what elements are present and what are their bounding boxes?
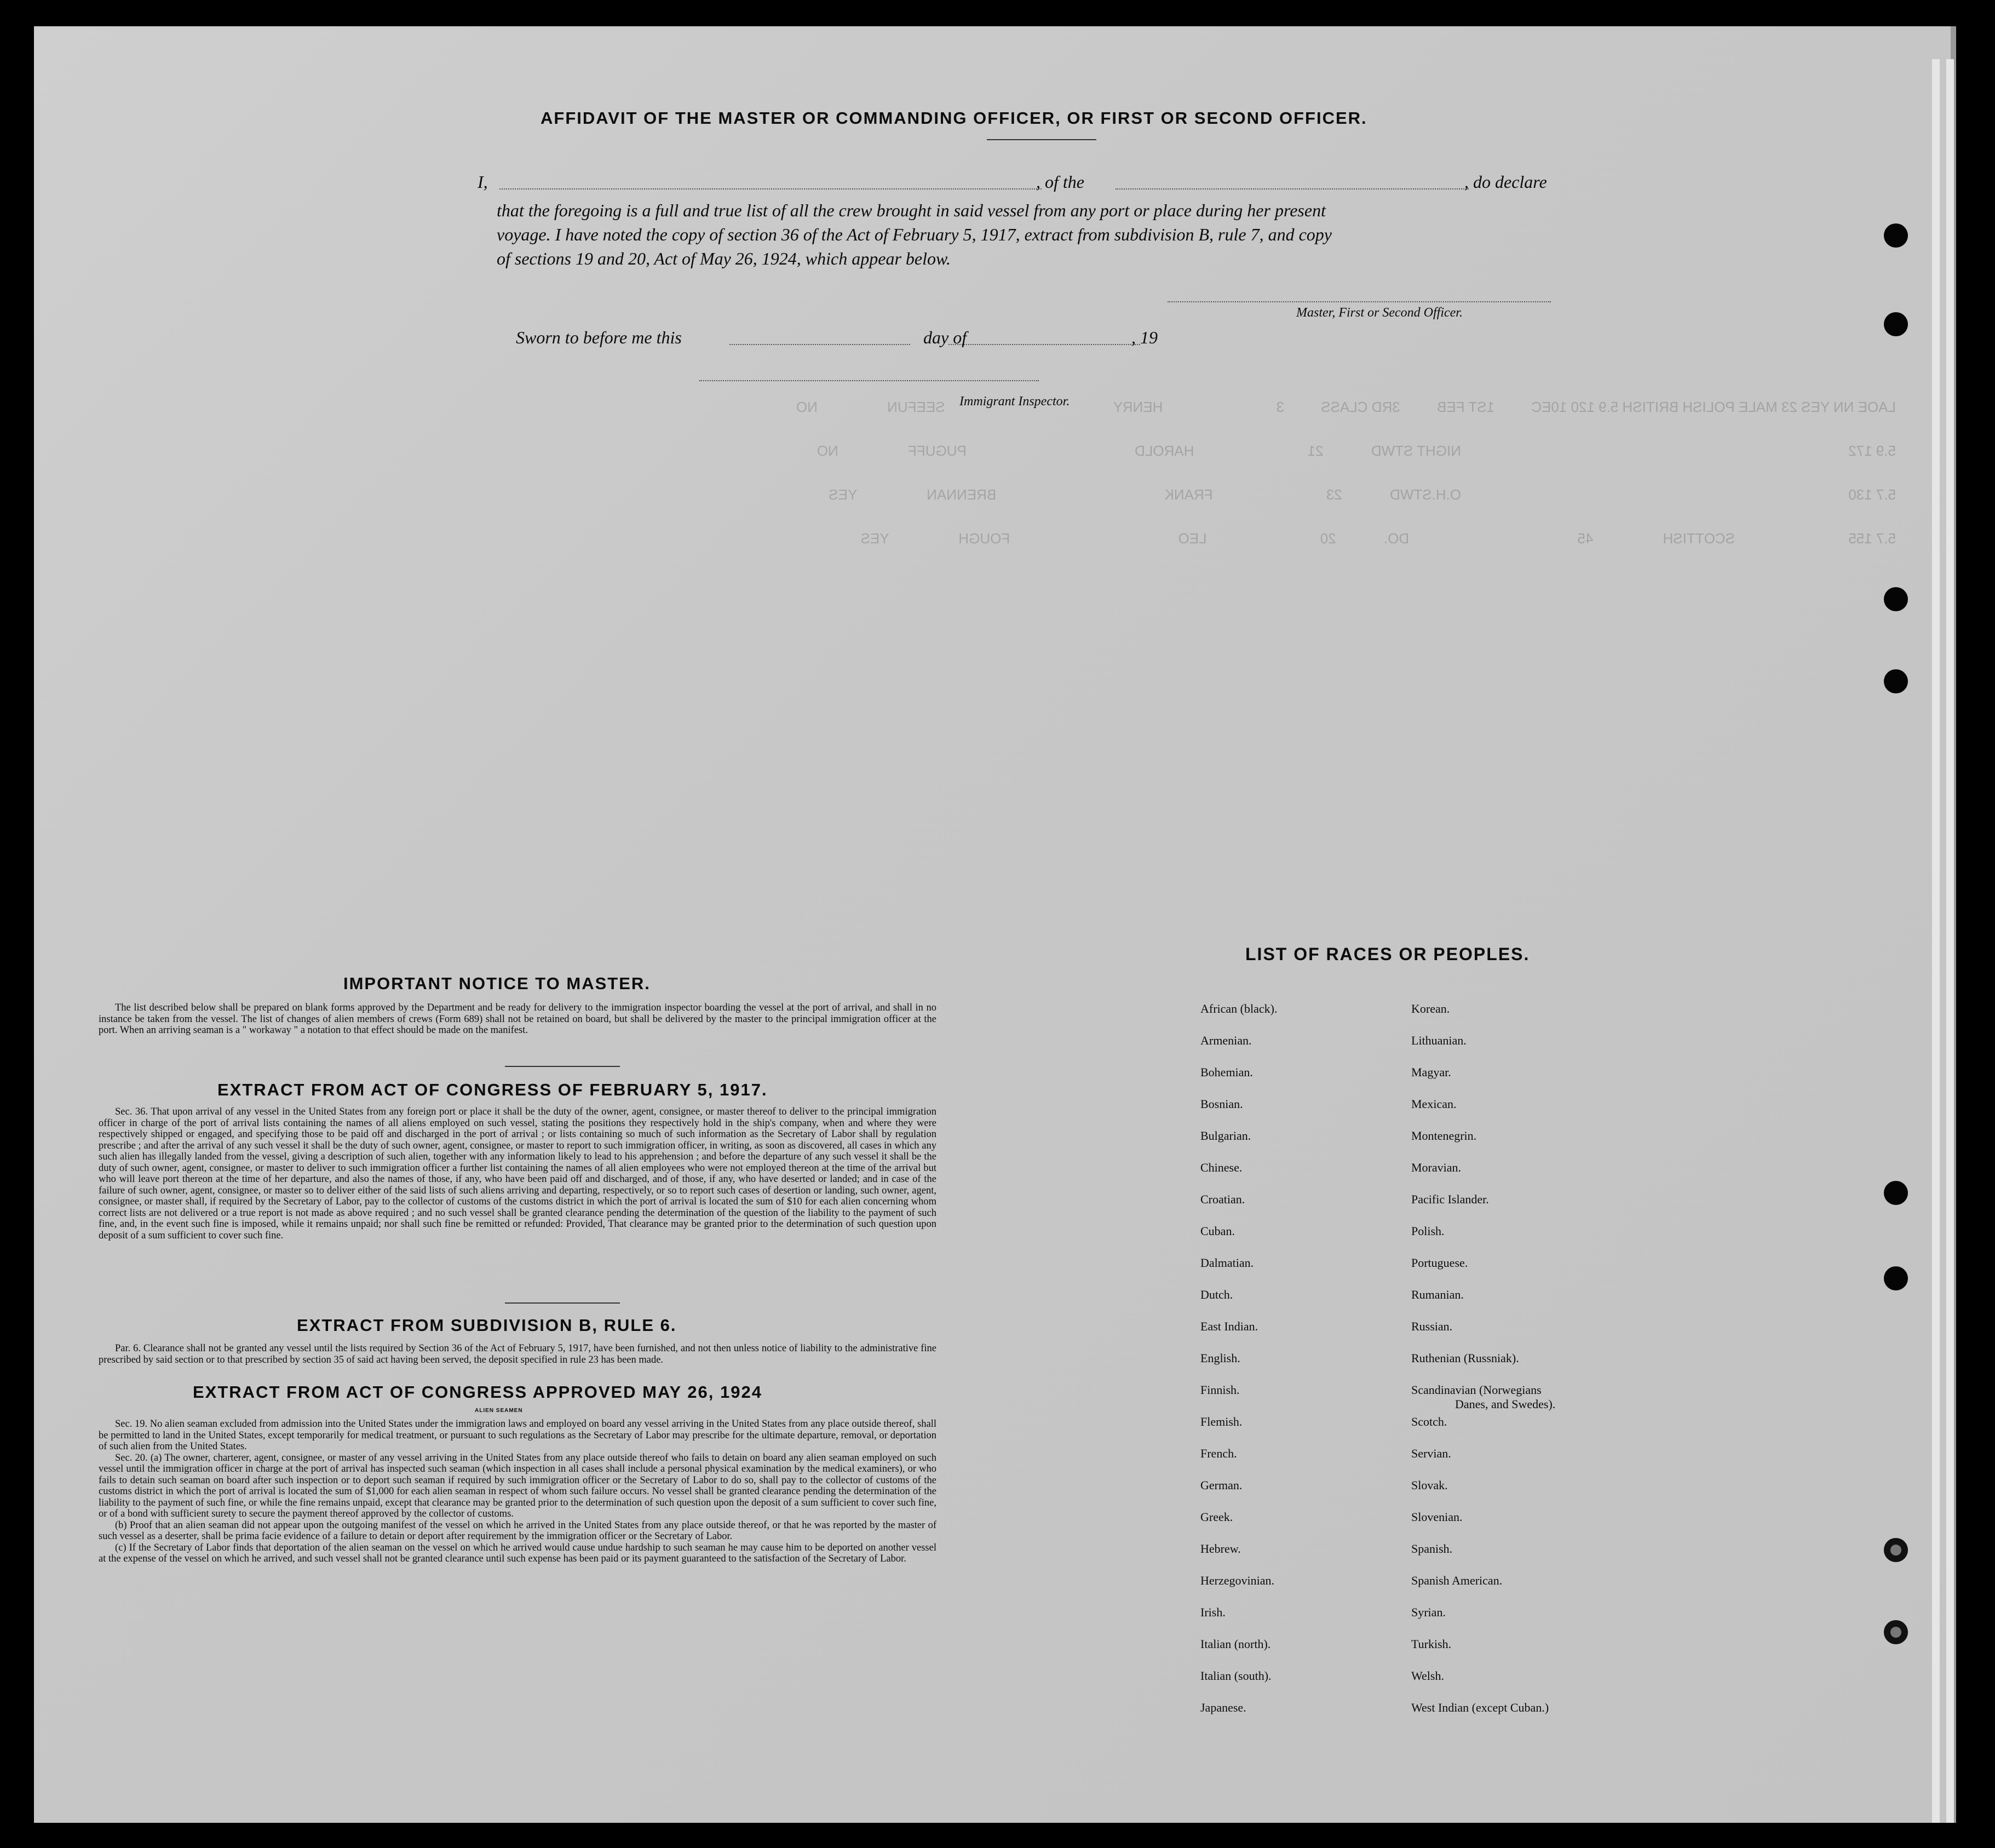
race-item: Scotch. [1411,1415,1447,1428]
sec-20b: (b) Proof that an alien seaman did not appear upon the outgoing manifest of the vessel on which he arrived in the United States from any place outside thereof, or that he was reported by the master of such vessel as a deserter, shall be prima facie evidence of a failure to detain or deport after requirement by the immigration officer or the Secretary of Labor. [99,1519,936,1542]
extract-1917-text: Sec. 36. That upon arrival of any vessel in the United States from any foreign port or place it shall be the duty of the owner, agent, consignee, or master thereof to deliver to the principal immigration officer in charge of the port of arrival lists containing the names of all aliens employed on such vessel, stating the positions they respectively hold in the ship's company, when and where they were respectively shipped or engaged, and specifying those to be paid off and discharged in the port of arrival ; or lists containing so much of such information as the Secretary of Labor shall by regulation prescribe ; and after the arrival of any such vessel it shall be the duty of such owner, agent, consignee, or master to report to such immigration officer, in writing, as soon as discovered, all cases in which any such alien has illegally landed from the vessel, giving a description of such alien, together with any information likely to lead to his apprehension ; and before the departure of any such vessel it shall be the duty of such owner, agent, consignee, or master to deliver to such immigration officer a further list containing the names of all alien employees who were not employed thereon at the time of the arrival but who will leave port thereon at the time of her departure, and also the names of those, if any, who have been paid off and discharged, and of those, if any, who have deserted or landed; and in case of the failure of such owner, agent, consignee, or master so to deliver either of the said lists of such aliens arriving and departing, respectively, or so to report such cases of desertion or landing, such owner, agent, consignee, or master shall, if required by the Secretary of Labor, pay to the collector of customs of the customs district in which the port of arrival is located the sum of $10 for each alien concerning whom correct lists are not delivered or a true report is not made as above required ; and no such vessel shall be granted clearance pending the determination of the question of the liability to the payment of such fine, and, in the event such fine is imposed, while it remains unpaid; nor shall such fine be remitted or refunded: Provided, That clearance may be granted prior to the determination of such question upon deposit of a sum sufficient to cover such fine. [99,1106,936,1241]
extract-1924-text [99,1419,936,1565]
race-item: English. [1200,1351,1240,1365]
affidavit-i: I, [478,172,488,192]
sec-20a: Sec. 20. (a) The owner, charterer, agent, consignee, or master of any vessel arriving in the United States from any place outside thereof who fails to detain on board any alien seaman employed on such vessel until the immigration officer in charge at the port of arrival has inspected such seaman (which inspection in all cases shall include a personal physical examination by the medical examiners), or who fails to detain such seaman on board after such inspection or to deport such seaman if required by such immigration officer or the Secretary of Labor to do so, shall pay to the collector of customs of the customs district in which the port of arrival is located the sum of $1,000 for each alien seaman in respect of whom such failure occurs. No vessel shall be granted clearance pending the determination of the liability to the payment of such fine, or while the fine remains unpaid, except that clearance may be granted prior to the determination of such question upon the deposit of a sum sufficient to cover such fine, or of a bond with sufficient surety to secure the payment thereof approved by the collector of customs. [99,1452,936,1519]
master-signature-label: Master, First or Second Officer. [1296,306,1463,320]
race-item: West Indian (except Cuban.) [1411,1701,1549,1714]
race-item: East Indian. [1200,1319,1258,1333]
race-item: Armenian. [1200,1034,1252,1047]
name-blank [499,188,1042,190]
page-edge [1946,59,1954,1823]
race-item: Spanish. [1411,1542,1453,1556]
punch-hole [1884,223,1908,248]
race-item: Syrian. [1411,1605,1446,1619]
bleed-through-row: 5.7 130 O.H.STWD 23 FRANK BRENNAN YES [829,486,1896,503]
affidavit-body-3: of sections 19 and 20, Act of May 26, 1924, which appear below. [497,249,951,268]
race-item: Magyar. [1411,1065,1451,1079]
affidavit-declare: , do declare [1464,172,1547,192]
vessel-blank [1116,188,1469,190]
extract-1924-title: EXTRACT FROM ACT OF CONGRESS APPROVED MAY 26, 1924 [193,1382,762,1402]
extract-rule6-text: Par. 6. Clearance shall not be granted any vessel until the lists required by Section 36 of the Act of February 5, 1917, have been furnished, and not then unless notice of liability to the administrative fine prescribed by said section or to that prescribed by section 35 of said act having been served, the deposit specified in rule 23 has been made. [99,1343,936,1365]
page-edge [1932,59,1940,1823]
section-rule [505,1066,620,1067]
affidavit-body-1: that the foregoing is a full and true list of all the crew brought in said vessel from any port or place during her present [497,200,1326,220]
race-item: Hebrew. [1200,1542,1241,1556]
bleed-through-row: 5.9 172 NIGHT STWD 21 HAROLD PUGUFF NO [817,443,1896,459]
race-item: Croatian. [1200,1192,1245,1206]
race-item: Scandinavian (Norwegians [1411,1383,1542,1397]
race-item: Bulgarian. [1200,1129,1251,1143]
inspector-label: Immigrant Inspector. [959,394,1070,409]
race-item: Bosnian. [1200,1097,1243,1111]
race-item: Dutch. [1200,1288,1233,1301]
affidavit-of-the: , of the [1036,172,1084,192]
race-item: Herzegovinian. [1200,1574,1274,1587]
race-item: Russian. [1411,1319,1453,1333]
race-item: Lithuanian. [1411,1034,1467,1047]
race-item: German. [1200,1478,1243,1492]
race-item: French. [1200,1447,1237,1460]
punch-hole [1884,312,1908,336]
race-item: Servian. [1411,1447,1451,1460]
race-item: Turkish. [1411,1637,1452,1651]
title-rule [987,139,1096,140]
punch-hole [1884,587,1908,611]
section-rule [505,1302,620,1304]
sec-20c: (c) If the Secretary of Labor finds that deportation of the alien seaman on the vessel on which he arrived would cause undue hardship to such seaman he may cause him to be deported on another vessel at the expense of the vessel on which he arrived, and such vessel shall not be granted clearance until such expense has been paid or its payment guaranteed to the satisfaction of the Secretary of Labor. [99,1542,936,1564]
race-item: Pacific Islander. [1411,1192,1489,1206]
race-item: Japanese. [1200,1701,1246,1714]
race-item: Flemish. [1200,1415,1243,1428]
race-item: Bohemian. [1200,1065,1253,1079]
day-of-label: day of [923,328,967,347]
sworn-label: Sworn to before me this [516,328,682,347]
race-item: Portuguese. [1411,1256,1468,1270]
extract-1917-title: EXTRACT FROM ACT OF CONGRESS OF FEBRUARY 5, 1917. [217,1080,768,1099]
race-item-continued: Danes, and Swedes). [1455,1397,1556,1411]
notice-text: The list described below shall be prepared on blank forms approved by the Department and be ready for delivery to the immigration inspector boarding the vessel at the port of arrival, and shall in no instance be taken from the vessel. The list of changes of alien members of crews (Form 689) shall not be retained on board, but shall be delivered by the master to the principal immigration officer at the port. When an arriving seaman is a " workaway " a notation to that effect should be made on the manifest. [99,1002,936,1036]
bleed-through-row: LAOE NN YES 23 MALE POLISH BRITISH 5.9 120 10EC 1ST FEB 3RD CLASS 3 HENRY SEEFUN NO [796,399,1896,415]
race-item: Mexican. [1411,1097,1457,1111]
race-item: Greek. [1200,1510,1233,1524]
inspector-signature-line [699,380,1039,381]
year-label: , 19 [1131,328,1158,347]
race-item: Dalmatian. [1200,1256,1254,1270]
sworn-month-blank [948,344,1140,345]
race-item: Korean. [1411,1002,1450,1015]
punch-hole [1884,1538,1908,1562]
sworn-day-blank [729,344,910,345]
race-item: Spanish American. [1411,1574,1503,1587]
punch-hole [1884,1620,1908,1644]
race-item: Finnish. [1200,1383,1240,1397]
race-item: Moravian. [1411,1161,1462,1174]
race-item: Cuban. [1200,1224,1235,1238]
race-item: Italian (north). [1200,1637,1271,1651]
race-item: Chinese. [1200,1161,1243,1174]
races-title: LIST OF RACES OR PEOPLES. [1245,944,1530,964]
affidavit-title: AFFIDAVIT OF THE MASTER OR COMMANDING OFFICER, OR FIRST OR SECOND OFFICER. [541,108,1367,128]
alien-seamen-subtitle: ALIEN SEAMEN [475,1408,523,1414]
notice-title: IMPORTANT NOTICE TO MASTER. [343,974,651,993]
race-item: African (black). [1200,1002,1278,1015]
race-item: Polish. [1411,1224,1445,1238]
race-item: Slovenian. [1411,1510,1463,1524]
sec-19: Sec. 19. No alien seaman excluded from admission into the United States under the immigration laws and employed on board any vessel arriving in the United States from any place outside thereof, shall be permitted to land in the United States, except temporarily for medical treatment, or pursuant to such regulations as the Secretary of Labor may prescribe for the ultimate departure, removal, or deportation of such alien from the United States. [99,1419,936,1452]
race-item: Welsh. [1411,1669,1444,1683]
extract-rule6-title: EXTRACT FROM SUBDIVISION B, RULE 6. [297,1316,677,1335]
affidavit-body-2: voyage. I have noted the copy of section 36 of the Act of February 5, 1917, extract from subdivision B, rule 7, and copy [497,225,1332,244]
race-item: Ruthenian (Russniak). [1411,1351,1519,1365]
punch-hole [1884,1266,1908,1290]
race-item: Irish. [1200,1605,1226,1619]
race-item: Montenegrin. [1411,1129,1477,1143]
punch-hole [1884,1181,1908,1205]
punch-hole [1884,669,1908,693]
master-signature-line [1168,301,1551,302]
race-item: Slovak. [1411,1478,1448,1492]
bleed-through-row: 5.7 155 SCOTTISH 45 DO. 20 LEO FOUGH YES [860,530,1896,547]
race-item: Italian (south). [1200,1669,1272,1683]
document-sheet [34,26,1956,1823]
race-item: Rumanian. [1411,1288,1464,1301]
